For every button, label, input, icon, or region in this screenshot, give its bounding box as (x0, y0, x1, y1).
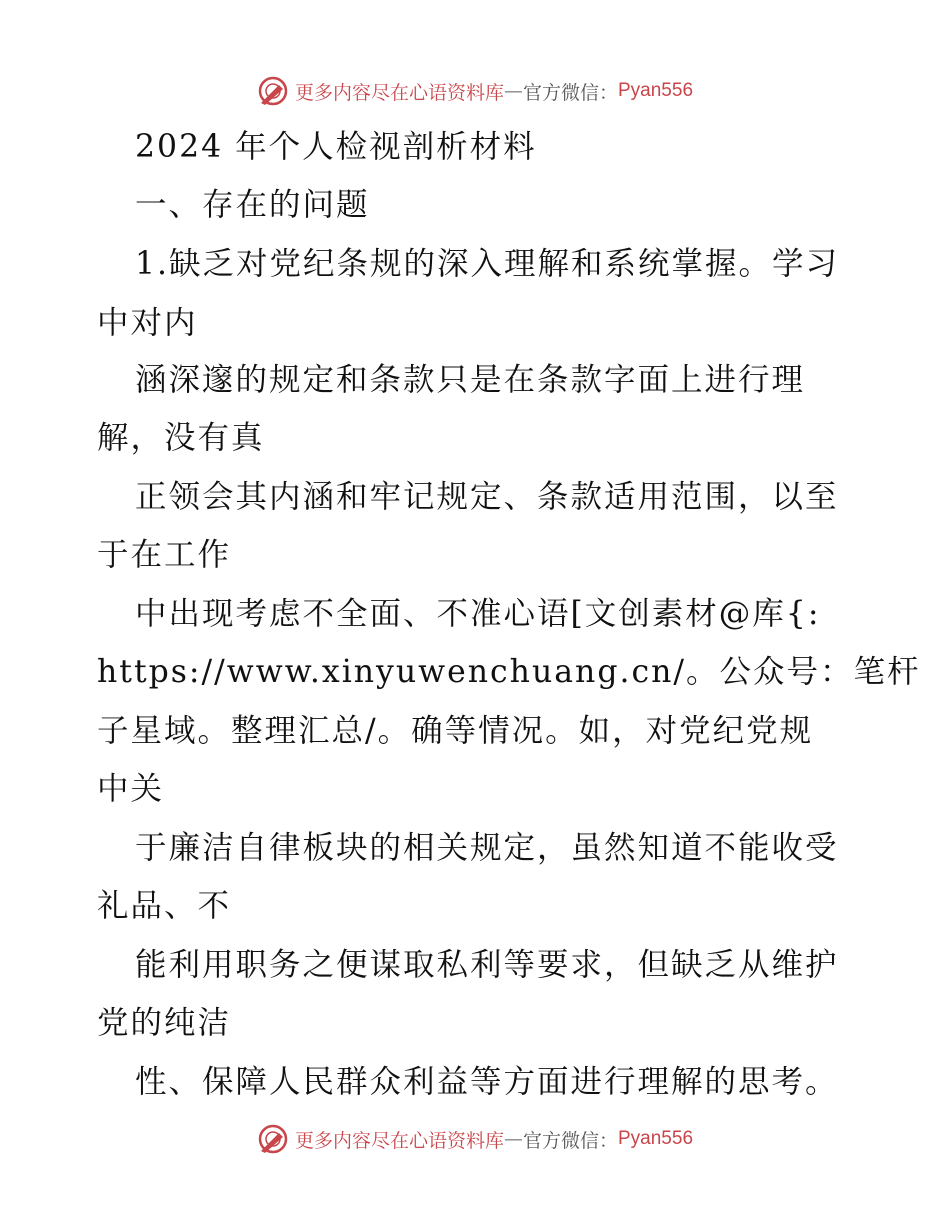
pen-logo-icon (257, 75, 289, 107)
paragraph-line: 性、保障人民群众利益等方面进行理解的思考。 (135, 1064, 839, 1100)
paragraph-line: 于廉洁自律板块的相关规定，虽然知道不能收受 (135, 830, 839, 866)
paragraph-line: 中对内 (97, 305, 198, 341)
paragraph-line: 1.缺乏对党纪条规的深入理解和系统掌握。学习 (135, 246, 840, 282)
section-heading: 一、存在的问题 (135, 187, 370, 223)
pen-logo-icon (257, 1123, 289, 1155)
watermark-main-text: 更多内容尽在心语资料库 (294, 1129, 504, 1152)
watermark-sub-text: 官方微信： (522, 1129, 618, 1152)
watermark-separator: — (503, 1128, 523, 1150)
paragraph-line: 涵深邃的规定和条款只是在条款字面上进行理 (135, 362, 806, 398)
paragraph-line: 能利用职务之便谋取私利等要求，但缺乏从维护 (135, 947, 839, 983)
watermark-main-text: 更多内容尽在心语资料库 (294, 81, 504, 104)
watermark-separator: — (503, 80, 523, 102)
paragraph-line: 党的纯洁 (97, 1005, 232, 1041)
document-title: 2024 年个人检视剖析材料 (135, 129, 537, 165)
watermark-wechat-id: Pyan556 (618, 80, 694, 101)
watermark-wechat-id: Pyan556 (618, 1128, 694, 1149)
paragraph-line: 解，没有真 (97, 420, 265, 456)
paragraph-line: 礼品、不 (97, 888, 232, 924)
watermark-header (0, 71, 950, 111)
paragraph-line: 中出现考虑不全面、不准心语[文创素材@库{: (135, 596, 821, 632)
paragraph-line: 正领会其内涵和牢记规定、条款适用范围，以至 (135, 479, 839, 515)
paragraph-line: 于在工作 (97, 537, 232, 573)
paragraph-line: https://www.xinyuwenchuang.cn/。公众号：笔杆 (97, 654, 921, 690)
watermark-sub-text: 官方微信： (522, 81, 618, 104)
watermark-footer (0, 1119, 950, 1159)
paragraph-line: 中关 (97, 771, 165, 807)
paragraph-line: 子星域。整理汇总/。确等情况。如，对党纪党规 (97, 713, 814, 749)
